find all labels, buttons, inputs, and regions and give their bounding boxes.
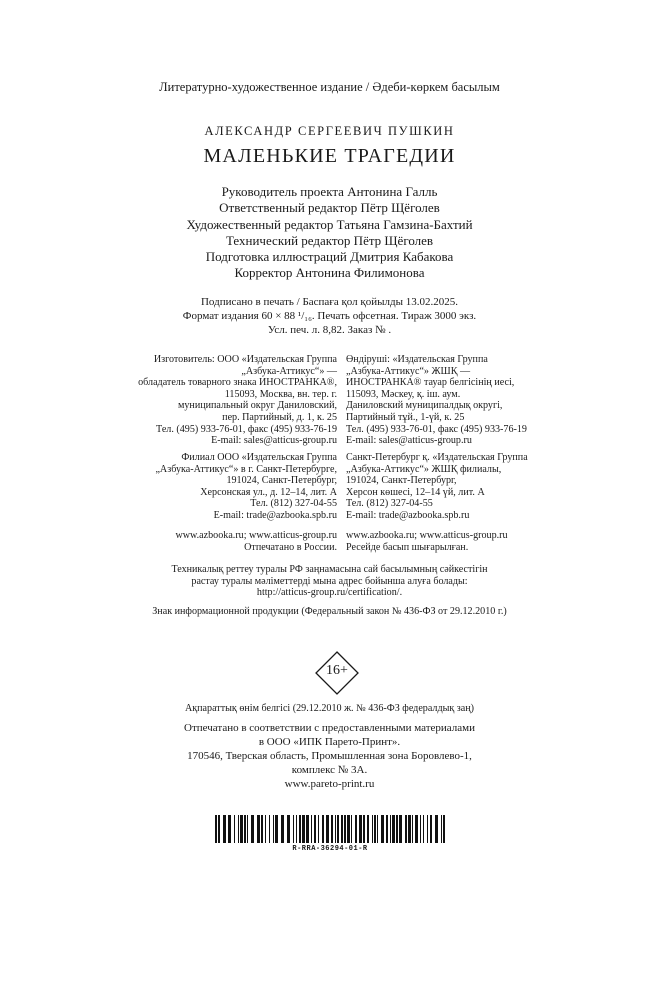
branch-kz-line: Херсон көшесі, 12–14 үй, лит. А bbox=[346, 486, 485, 498]
credit-line: Корректор Антонина Филимонова bbox=[234, 265, 425, 281]
branch-ru-line: Херсонская ул., д. 12–14, лит. А bbox=[200, 486, 337, 498]
printer-line: 170546, Тверская область, Промышленная зона Боровлево-1, bbox=[187, 750, 472, 762]
info-sign-ru-text: Знак информационной продукции (Федеральный закон № 436-ФЗ от 29.12.2010 г.) bbox=[152, 606, 507, 617]
manufacturer-ru-line: Изготовитель: ООО «Издательская Группа bbox=[153, 354, 337, 365]
credits-block bbox=[0, 184, 659, 282]
manufacturer-ru-line: „Азбука-Аттикус“» — bbox=[241, 365, 337, 377]
manufacturer-kz-line: Өндіруші: «Издательская Группа bbox=[346, 354, 488, 365]
web-ru-line: Отпечатано в России. bbox=[244, 541, 337, 553]
print-info-line: Усл. печ. л. 8,82. Заказ № . bbox=[267, 324, 392, 337]
barcode-icon bbox=[215, 815, 445, 843]
branch-kz-line: Санкт-Петербург қ. «Издательская Группа bbox=[346, 452, 528, 463]
certification-block bbox=[0, 564, 659, 599]
barcode-text: R-RRA-36294-01-R bbox=[292, 845, 368, 853]
credit-line: Технический редактор Пётр Щёголев bbox=[225, 232, 434, 248]
print-info bbox=[0, 295, 659, 338]
manufacturer-ru-line: муниципальный округ Даниловский, bbox=[177, 400, 337, 412]
manufacturer-ru-line: 115093, Москва, вн. тер. г. bbox=[224, 388, 337, 400]
info-sign-kz bbox=[0, 703, 659, 715]
age-rating: 16+ bbox=[326, 663, 348, 678]
manufacturer-ru-line: пер. Партийный, д. 1, к. 25 bbox=[222, 411, 337, 423]
manufacturer-kz-line: 115093, Мәскеу, қ. іш. аум. bbox=[346, 388, 461, 400]
web-kz-line: Ресейде басып шығарылған. bbox=[346, 541, 469, 553]
printer-line: Отпечатано в соответствии с предоставленными материалами bbox=[184, 722, 475, 734]
branch-kz-line: 191024, Санкт-Петербург, bbox=[346, 475, 457, 487]
edition-type: Литературно-художественное издание / Әдеби-көркем басылым bbox=[159, 80, 500, 94]
branch-ru-line: 191024, Санкт-Петербург, bbox=[226, 475, 337, 487]
credit-line: Художественный редактор Татьяна Гамзина-Бахтий bbox=[186, 216, 473, 232]
branch-kz bbox=[346, 452, 528, 522]
branch-ru bbox=[155, 452, 337, 522]
web-kz bbox=[346, 530, 508, 553]
web-kz-line: www.azbooka.ru; www.atticus-group.ru bbox=[346, 530, 508, 541]
web-ru bbox=[175, 530, 337, 553]
printer-line: в ООО «ИПК Парето-Принт». bbox=[258, 736, 401, 748]
printer-line: www.pareto-print.ru bbox=[284, 778, 375, 790]
manufacturer-ru-line: Тел. (495) 933-76-01, факс (495) 933-76-19 bbox=[156, 423, 337, 435]
manufacturer-ru-line: обладатель товарного знака ИНОСТРАНКА®, bbox=[138, 377, 337, 389]
web-ru-line: www.azbooka.ru; www.atticus-group.ru bbox=[175, 530, 337, 541]
branch-kz-line: „Азбука-Аттикус“» ЖШҚ филиалы, bbox=[346, 463, 502, 475]
info-sign-kz-text: Ақпараттық өнім белгісі (29.12.2010 ж. № 436-ФЗ федералдық заң) bbox=[184, 703, 475, 714]
branch-kz-line: E-mail: trade@azbooka.spb.ru bbox=[346, 509, 470, 521]
manufacturer-kz-line: Тел. (495) 933-76-01, факс (495) 933-76-19 bbox=[346, 423, 527, 435]
credit-line: Ответственный редактор Пётр Щёголев bbox=[219, 200, 440, 216]
info-sign-ru bbox=[0, 606, 659, 618]
printer-line: комплекс № 3А. bbox=[291, 764, 368, 776]
manufacturer-kz-line: Партийный тұй., 1-үй, к. 25 bbox=[346, 411, 465, 423]
credit-line: Подготовка иллюстраций Дмитрия Кабакова bbox=[205, 249, 454, 265]
branch-ru-line: E-mail: trade@azbooka.spb.ru bbox=[213, 509, 337, 521]
manufacturer-kz-line: ИНОСТРАНКА® тауар белгісінің иесі, bbox=[346, 377, 515, 389]
certification-line: http://atticus-group.ru/certification/. bbox=[256, 587, 403, 599]
branch-ru-line: „Азбука-Аттикус“» в г. Санкт-Петербурге, bbox=[155, 463, 337, 475]
print-info-line: Формат издания 60 × 88 ¹/₁₆. Печать офсетная. Тираж 3000 экз. bbox=[182, 310, 477, 323]
branch-kz-line: Тел. (812) 327-04-55 bbox=[346, 498, 433, 510]
book-title: МАЛЕНЬКИЕ ТРАГЕДИИ bbox=[203, 145, 456, 167]
certification-line: растау туралы мәліметтерді мына адрес бойынша алуға болады: bbox=[191, 575, 468, 587]
branch-ru-line: Филиал ООО «Издательская Группа bbox=[181, 452, 337, 463]
manufacturer-ru-line: E-mail: sales@atticus-group.ru bbox=[211, 435, 337, 447]
author-name: АЛЕКСАНДР СЕРГЕЕВИЧ ПУШКИН bbox=[204, 124, 455, 138]
manufacturer-ru bbox=[138, 354, 337, 447]
manufacturer-kz-line: „Азбука-Аттикус“» ЖШҚ — bbox=[346, 365, 471, 377]
credit-line: Руководитель проекта Антонина Галль bbox=[221, 184, 438, 199]
certification-line: Техникалық реттеу туралы РФ заңнамасына сай басылымның сәйкестігін bbox=[171, 564, 488, 575]
manufacturer-kz bbox=[346, 354, 527, 447]
printer-block bbox=[0, 721, 659, 791]
manufacturer-kz-line: E-mail: sales@atticus-group.ru bbox=[346, 435, 472, 447]
print-info-line: Подписано в печать / Баспаға қол қойылды 13.02.2025. bbox=[200, 296, 458, 308]
branch-ru-line: Тел. (812) 327-04-55 bbox=[250, 498, 337, 510]
manufacturer-kz-line: Даниловский муниципалдық округі, bbox=[346, 400, 503, 412]
